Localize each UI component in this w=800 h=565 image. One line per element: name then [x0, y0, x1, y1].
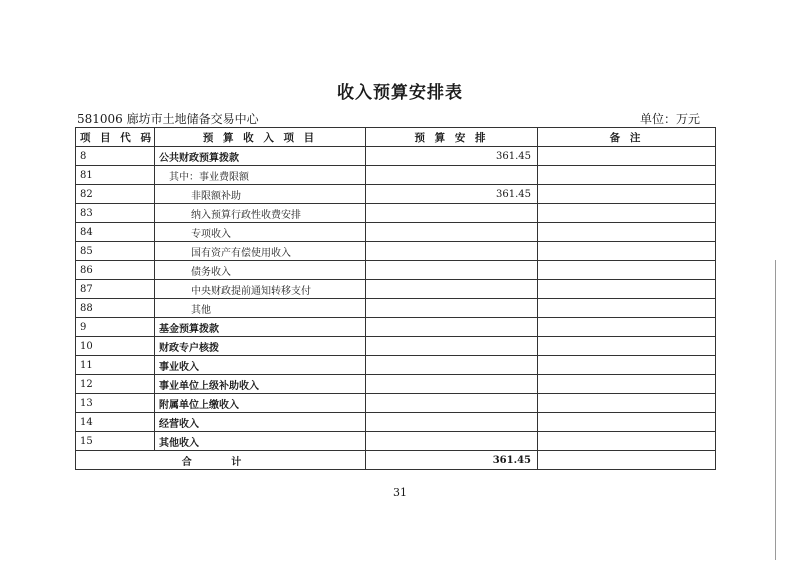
row-name: 基金预算拨款	[155, 318, 366, 337]
table-row	[76, 147, 716, 166]
page-number: 31	[393, 486, 407, 499]
scan-edge-line	[775, 260, 776, 560]
header-name: 预 算 收 入 项 目	[155, 128, 366, 147]
row-name: 纳入预算行政性收费安排	[155, 204, 366, 223]
table-row	[76, 356, 716, 375]
table-row	[76, 318, 716, 337]
total-amount: 361.45	[366, 451, 538, 470]
row-name: 其他	[155, 299, 366, 318]
row-code: 87	[76, 280, 155, 299]
table-row	[76, 261, 716, 280]
row-amount: 361.45	[366, 147, 538, 166]
row-amount	[366, 280, 538, 299]
row-note	[538, 299, 716, 318]
table-row	[76, 204, 716, 223]
row-code: 10	[76, 337, 155, 356]
table-row	[76, 375, 716, 394]
table-row	[76, 185, 716, 204]
row-code: 8	[76, 147, 155, 166]
row-code: 83	[76, 204, 155, 223]
table-row	[76, 432, 716, 451]
row-note	[538, 375, 716, 394]
row-name: 事业收入	[155, 356, 366, 375]
header-row	[76, 128, 716, 147]
row-code: 14	[76, 413, 155, 432]
table-row	[76, 280, 716, 299]
row-amount	[366, 356, 538, 375]
table-row	[76, 337, 716, 356]
row-amount	[366, 375, 538, 394]
row-note	[538, 185, 716, 204]
row-name: 非限额补助	[155, 185, 366, 204]
row-note	[538, 147, 716, 166]
row-note	[538, 204, 716, 223]
row-name: 附属单位上缴收入	[155, 394, 366, 413]
row-code: 88	[76, 299, 155, 318]
row-amount	[366, 242, 538, 261]
table-row	[76, 166, 716, 185]
table-row	[76, 413, 716, 432]
row-name: 其他收入	[155, 432, 366, 451]
table-row	[76, 223, 716, 242]
row-note	[538, 166, 716, 185]
row-note	[538, 223, 716, 242]
total-row	[76, 451, 716, 470]
table-row	[76, 299, 716, 318]
total-label: 合 计	[76, 451, 366, 470]
row-code: 86	[76, 261, 155, 280]
row-code: 81	[76, 166, 155, 185]
row-amount	[366, 204, 538, 223]
page-title: 收入预算安排表	[337, 83, 463, 103]
row-name: 财政专户核拨	[155, 337, 366, 356]
row-note	[538, 337, 716, 356]
unit-name: 581006 廊坊市土地储备交易中心	[77, 112, 259, 126]
budget-table	[75, 127, 716, 470]
row-code: 12	[76, 375, 155, 394]
total-note	[538, 451, 716, 470]
unit-label: 单位：万元	[640, 112, 701, 126]
row-note	[538, 280, 716, 299]
table-row	[76, 242, 716, 261]
table-row	[76, 394, 716, 413]
row-name: 国有资产有偿使用收入	[155, 242, 366, 261]
row-note	[538, 356, 716, 375]
row-note	[538, 413, 716, 432]
row-note	[538, 432, 716, 451]
row-amount	[366, 394, 538, 413]
row-name: 专项收入	[155, 223, 366, 242]
row-note	[538, 318, 716, 337]
row-note	[538, 242, 716, 261]
row-amount	[366, 413, 538, 432]
row-note	[538, 394, 716, 413]
row-note	[538, 261, 716, 280]
row-name: 事业单位上级补助收入	[155, 375, 366, 394]
header-code: 项 目 代 码	[76, 128, 155, 147]
row-amount	[366, 166, 538, 185]
row-name: 公共财政预算拨款	[155, 147, 366, 166]
row-name: 经营收入	[155, 413, 366, 432]
row-name: 其中：事业费限额	[155, 166, 366, 185]
row-name: 债务收入	[155, 261, 366, 280]
row-amount	[366, 261, 538, 280]
row-code: 82	[76, 185, 155, 204]
row-amount	[366, 432, 538, 451]
row-code: 9	[76, 318, 155, 337]
row-amount: 361.45	[366, 185, 538, 204]
row-code: 13	[76, 394, 155, 413]
header-amount: 预 算 安 排	[366, 128, 538, 147]
row-amount	[366, 337, 538, 356]
row-amount	[366, 318, 538, 337]
row-code: 11	[76, 356, 155, 375]
row-amount	[366, 223, 538, 242]
row-code: 85	[76, 242, 155, 261]
header-note: 备 注	[538, 128, 716, 147]
row-code: 84	[76, 223, 155, 242]
row-name: 中央财政提前通知转移支付	[155, 280, 366, 299]
row-amount	[366, 299, 538, 318]
row-code: 15	[76, 432, 155, 451]
